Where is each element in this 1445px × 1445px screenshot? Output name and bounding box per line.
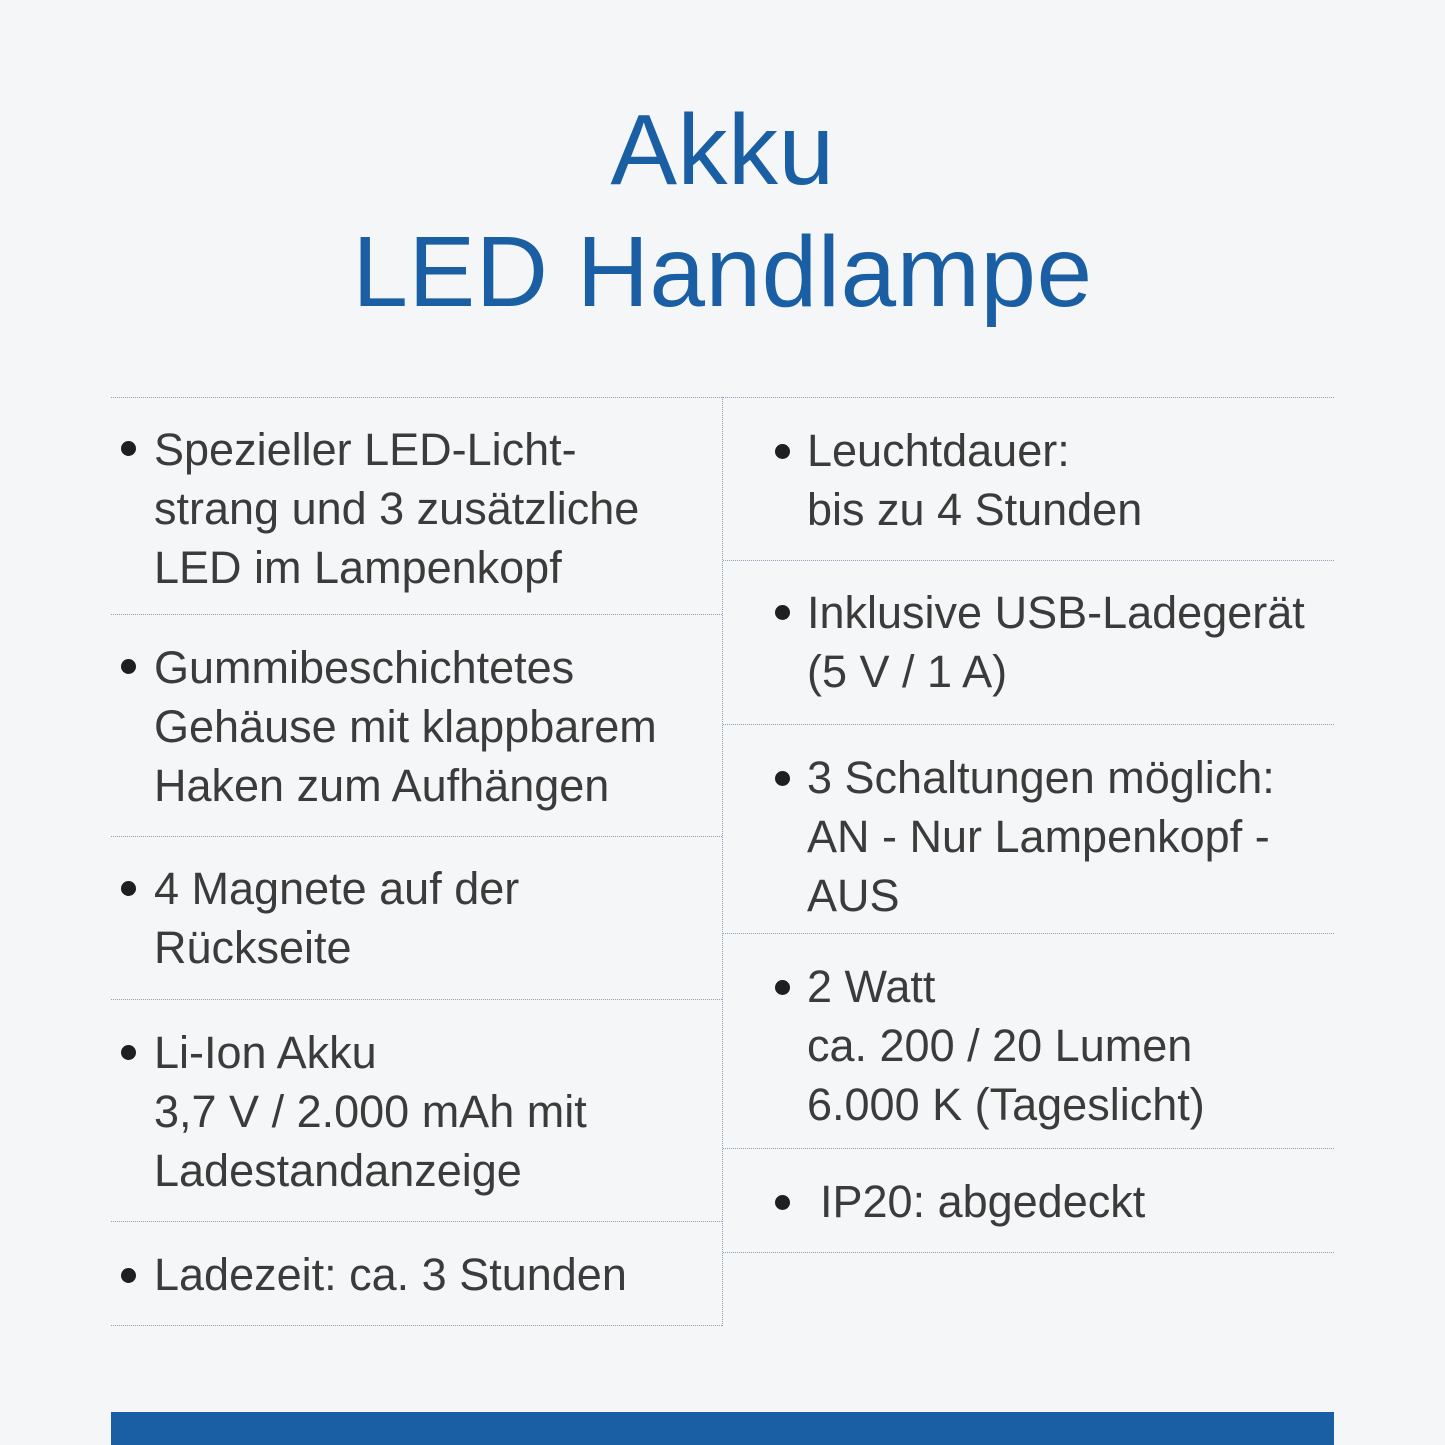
feature-item [723, 724, 1334, 933]
bullet-icon [775, 771, 790, 786]
feature-item [723, 560, 1334, 724]
bullet-icon [121, 1268, 136, 1283]
bullet-icon [121, 441, 136, 456]
feature-text: Gummibeschichtetes Gehäuse mit klappbarem Haken zum Aufhängen [154, 642, 657, 811]
bullet-icon [775, 605, 790, 620]
feature-item [111, 1221, 722, 1326]
feature-text: IP20: abgedeckt [820, 1176, 1146, 1227]
feature-text: Li-Ion Akku 3,7 V / 2.000 mAh mit Ladestandanzeige [154, 1027, 587, 1196]
bullet-icon [775, 444, 790, 459]
bullet-icon [121, 1045, 136, 1060]
title-line-akku: Akku [610, 94, 835, 206]
feature-text: Leuchtdauer: bis zu 4 Stunden [807, 425, 1143, 535]
feature-text: Spezieller LED-Licht- strang und 3 zusätzliche LED im Lampenkopf [154, 424, 640, 593]
bullet-icon [775, 980, 790, 995]
footer-accent-bar [111, 1412, 1334, 1445]
feature-item [111, 614, 722, 836]
feature-text: Ladezeit: ca. 3 Stunden [154, 1249, 627, 1300]
bullet-icon [121, 881, 136, 896]
feature-column-right [723, 397, 1334, 1253]
feature-item [723, 1148, 1334, 1253]
feature-text: 3 Schaltungen möglich: AN - Nur Lampenkopf - AUS [807, 752, 1275, 921]
feature-item [111, 397, 722, 614]
feature-column-left [111, 397, 723, 1326]
feature-item [111, 836, 722, 999]
feature-text: 2 Watt ca. 200 / 20 Lumen 6.000 K (Tageslicht) [807, 961, 1205, 1130]
feature-item [111, 999, 722, 1221]
feature-text: Inklusive USB-Ladegerät (5 V / 1 A) [807, 587, 1305, 697]
feature-item [723, 397, 1334, 560]
feature-item [723, 933, 1334, 1148]
feature-text: 4 Magnete auf der Rückseite [154, 863, 520, 973]
bullet-icon [775, 1195, 790, 1210]
title-line-product: LED Handlampe [352, 216, 1093, 328]
bullet-icon [121, 659, 136, 674]
